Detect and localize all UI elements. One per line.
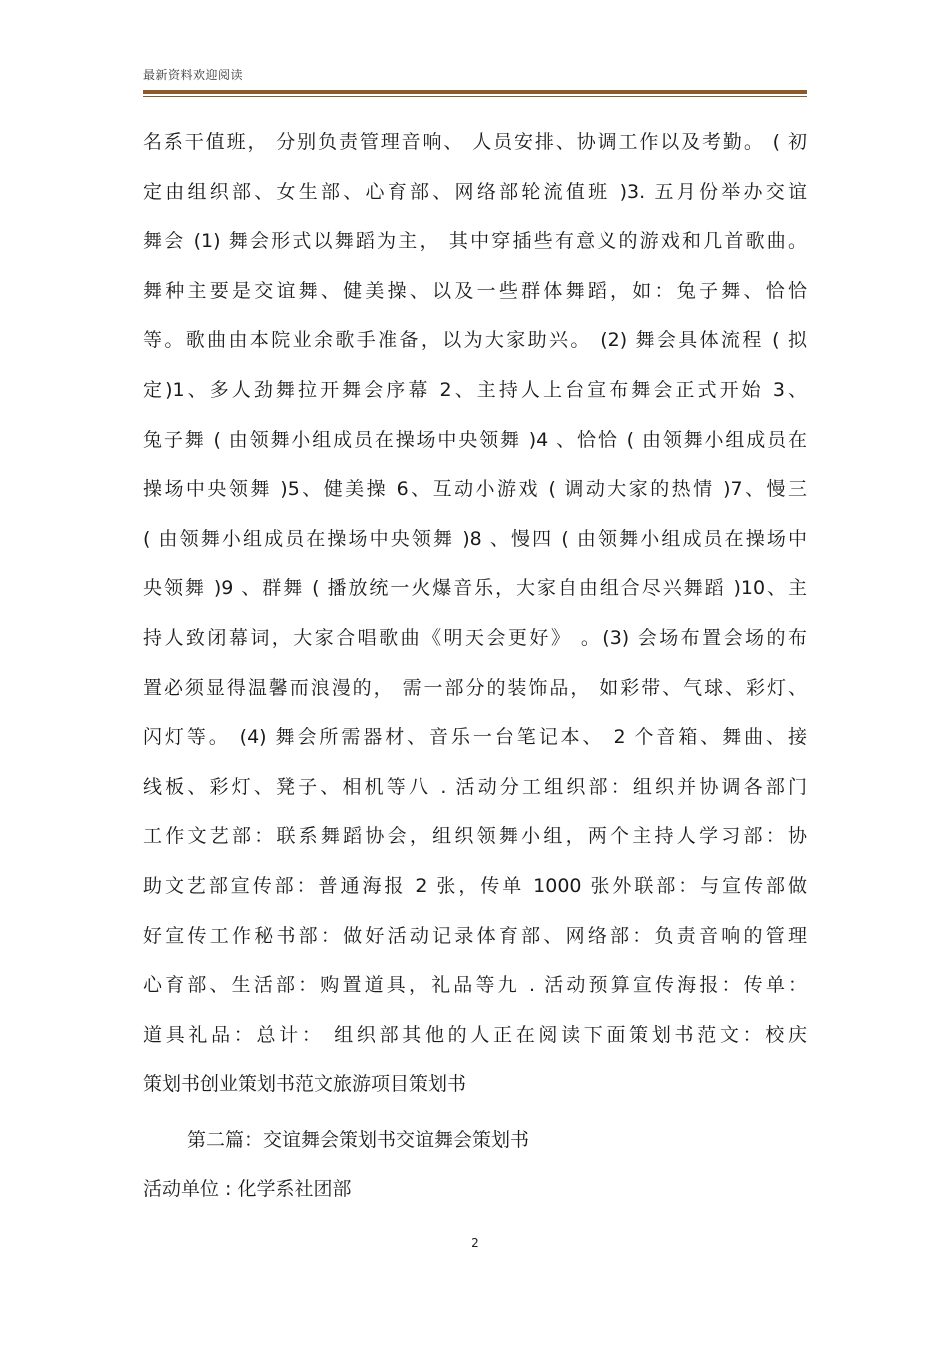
page-number: 2 [471,1236,479,1250]
body-text [143,118,807,1110]
body-line: ( 由领舞小组成员在操场中央领舞 )8 、慢四 ( 由领舞小组成员在操场中 [143,527,807,550]
header-rule-thin [143,96,807,97]
body-line: 道具礼品：总计： 组织部其他的人正在阅读下面策划书范文：校庆 [143,1023,807,1046]
body-line: 好宣传工作秘书部：做好活动记录体育部、网络部：负责音响的管理 [143,924,807,947]
body-line: 操场中央领舞 )5、健美操 6、互动小游戏 ( 调动大家的热情 )7、慢三 [143,478,807,501]
page-header-title: 最新资料欢迎阅读 [143,68,244,82]
body-line: 闪灯等。 (4) 舞会所需器材、音乐一台笔记本、 2 个音箱、舞曲、接 [143,726,807,749]
body-line: 舞种主要是交谊舞、健美操、以及一些群体舞蹈，如：兔子舞、恰恰 [143,279,807,302]
activity-unit-line: 活动单位 : 化学系社团部 [143,1178,352,1200]
section-heading: 第二篇：交谊舞会策划书交谊舞会策划书 [187,1129,530,1151]
body-line: 线板、彩灯、凳子、相机等八 . 活动分工组织部：组织并协调各部门 [143,775,807,798]
body-line: 助文艺部宣传部：普通海报 2 张，传单 1000 张外联部：与宣传部做 [143,874,807,897]
body-line: 定由组织部、女生部、心育部、网络部轮流值班 )3. 五月份举办交谊 [143,180,807,203]
body-line: 名系干值班， 分别负责管理音响、 人员安排、协调工作以及考勤。 ( 初 [143,131,807,153]
body-line: 央领舞 )9 、群舞 ( 播放统一火爆音乐，大家自由组合尽兴舞蹈 )10、主 [143,577,807,600]
header-rule-thick [143,90,807,94]
body-line: 置必须显得温馨而浪漫的， 需一部分的装饰品， 如彩带、气球、彩灯、 [143,676,807,699]
body-line: 舞会 (1) 舞会形式以舞蹈为主， 其中穿插些有意义的游戏和几首歌曲。 [143,230,807,253]
body-line: 兔子舞 ( 由领舞小组成员在操场中央领舞 )4 、恰恰 ( 由领舞小组成员在 [143,428,807,451]
body-line: 策划书创业策划书范文旅游项目策划书 [143,1073,467,1096]
body-line: 持人致闭幕词，大家合唱歌曲《明天会更好》 。(3) 会场布置会场的布 [143,626,807,649]
body-line: 工作文艺部：联系舞蹈协会，组织领舞小组，两个主持人学习部：协 [143,825,807,848]
body-line: 等。歌曲由本院业余歌手准备，以为大家助兴。 (2) 舞会具体流程 ( 拟 [143,329,807,352]
body-line: 定)1、多人劲舞拉开舞会序幕 2、主持人上台宣布舞会正式开始 3、 [143,378,807,401]
body-line: 心育部、生活部：购置道具，礼品等九 . 活动预算宣传海报：传单： [143,974,807,997]
